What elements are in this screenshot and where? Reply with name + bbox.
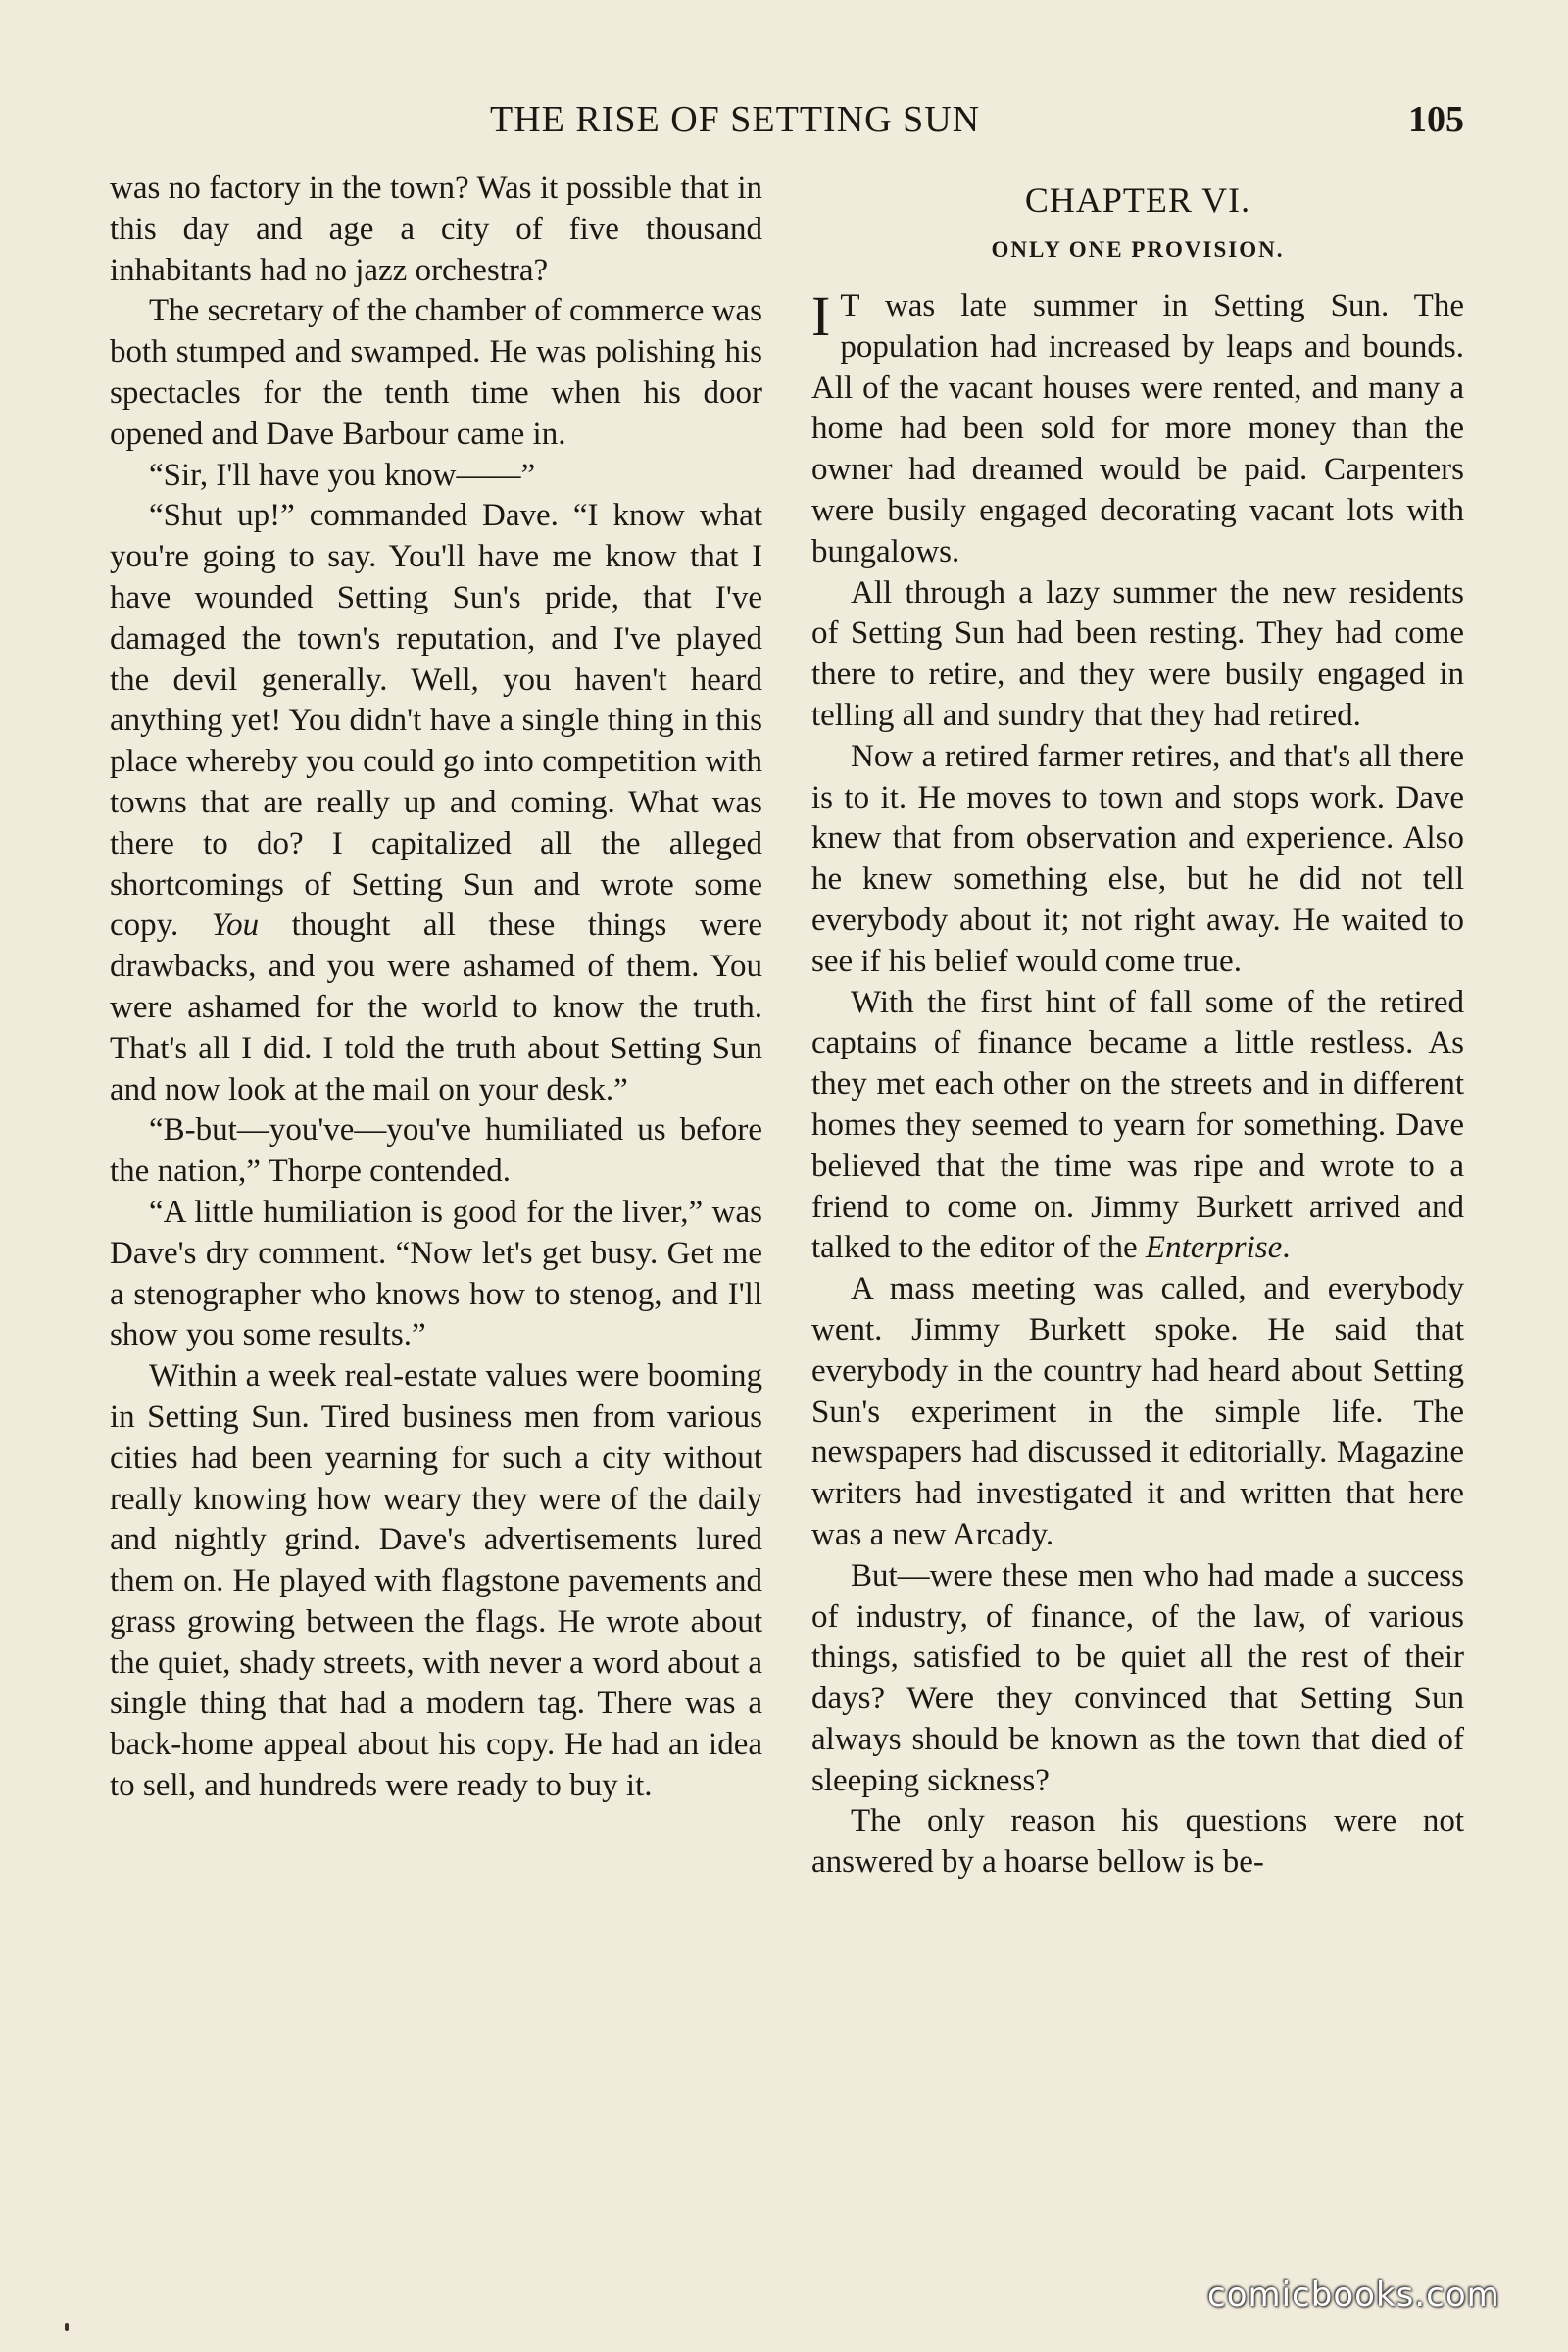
paragraph: “B-but—you've—you've humiliated us before the nation,” Thorpe contended. xyxy=(110,1112,762,1190)
paragraph xyxy=(110,496,762,1110)
ink-speck xyxy=(65,2323,69,2331)
paragraph xyxy=(811,286,1464,573)
left-column xyxy=(110,169,762,1807)
chapter-heading: CHAPTER VI. xyxy=(1024,180,1251,220)
paragraph-text: thought all these things were drawbacks, and you were ashamed of them. You were ashamed for the world to know the truth. That's all I did. I told the truth about Setting Sun and now look at the mail on your desk.” xyxy=(110,907,763,1107)
paragraph-text: . xyxy=(1282,1230,1291,1266)
italic-word: Enterprise xyxy=(1145,1230,1283,1266)
watermark: comicbooks.com xyxy=(1207,2276,1500,2315)
chapter-subtitle: ONLY ONE PROVISION. xyxy=(991,237,1285,262)
paragraph: was no factory in the town? Was it possible that in this day and age a city of five thousand inhabitants had no jazz orchestra? xyxy=(110,171,762,288)
paragraph xyxy=(811,983,1464,1270)
running-title: THE RISE OF SETTING SUN xyxy=(490,99,981,140)
paragraph: Now a retired farmer retires, and that's all there is to it. He moves to town and stops work. Dave knew that from observation and experience. Also he knew something else, but he did not tell everybody about it; not right away. He waited to see if his belief would come true. xyxy=(811,738,1464,979)
paragraph: But—were these men who had made a success of industry, of finance, of the law, of various things, satisfied to be quiet all the rest of their days? Were they convinced that Setting Sun always should be known as the town that died of sleeping sickness? xyxy=(811,1557,1464,1798)
paragraph-text: T was late summer in Setting Sun. The population had increased by leaps and bounds. All of the vacant houses were rented, and many a home had been sold for more money than the owner had dreamed would be paid. Carpenters were busily engaged decorating vacant lots with bungalows. xyxy=(811,288,1464,569)
paragraph-text: “Shut up!” commanded Dave. “I know what you're going to say. You'll have me know that I have wounded Setting Sun's pride, that I've damaged the town's reputation, and I've played the devil generally. Well, you haven't heard anything yet! You didn't have a single thing in this place whereby you could go into competition with towns that are really up and coming. What was there to do? I capitalized all the alleged shortcomings of Setting Sun and wrote some copy. xyxy=(110,498,762,944)
paragraph: All through a lazy summer the new residents of Setting Sun had been resting. They had come there to retire, and they were busily engaged in telling all and sundry that they had retired. xyxy=(811,574,1464,733)
paragraph: Within a week real-estate values were booming in Setting Sun. Tired business men from various cities had been yearning for such a city without really knowing how weary they were of the daily and nightly grind. Dave's advertisements lured them on. He played with flagstone pavements and grass growing between the flags. He wrote about the quiet, shady streets, with never a word about a single thing that had a modern tag. There was a back-home appeal about his copy. He had an idea to sell, and hundreds were ready to buy it. xyxy=(110,1358,762,1804)
paragraph-text: With the first hint of fall some of the retired captains of finance became a little restless. As they met each other on the streets and in different homes they seemed to yearn for something. Dave believed that the time was ripe and wrote to a friend to come on. Jimmy Burkett arrived and talked to the editor of the xyxy=(811,984,1464,1266)
page-header xyxy=(0,98,1568,149)
paragraph: A mass meeting was called, and everybody went. Jimmy Burkett spoke. He said that everybody in the country had heard about Setting Sun's experiment in the simple life. The newspapers had discussed it editorially. Magazine writers had investigated it and written that here was a new Arcady. xyxy=(811,1271,1464,1552)
paragraph: The secretary of the chamber of commerce was both stumped and swamped. He was polishing his spectacles for the tenth time when his door opened and Dave Barbour came in. xyxy=(110,293,762,452)
paragraph: The only reason his questions were not answered by a hoarse bellow is be- xyxy=(811,1803,1464,1881)
right-column xyxy=(811,169,1464,1884)
paragraph: “Sir, I'll have you know——” xyxy=(149,457,536,493)
page-number: 105 xyxy=(1408,99,1464,140)
italic-word: You xyxy=(211,907,260,944)
drop-cap: I xyxy=(811,284,831,348)
paragraph: “A little humiliation is good for the liver,” was Dave's dry comment. “Now let's get busy. Get me a stenographer who knows how to stenog, and I'll show you some results.” xyxy=(110,1194,762,1353)
